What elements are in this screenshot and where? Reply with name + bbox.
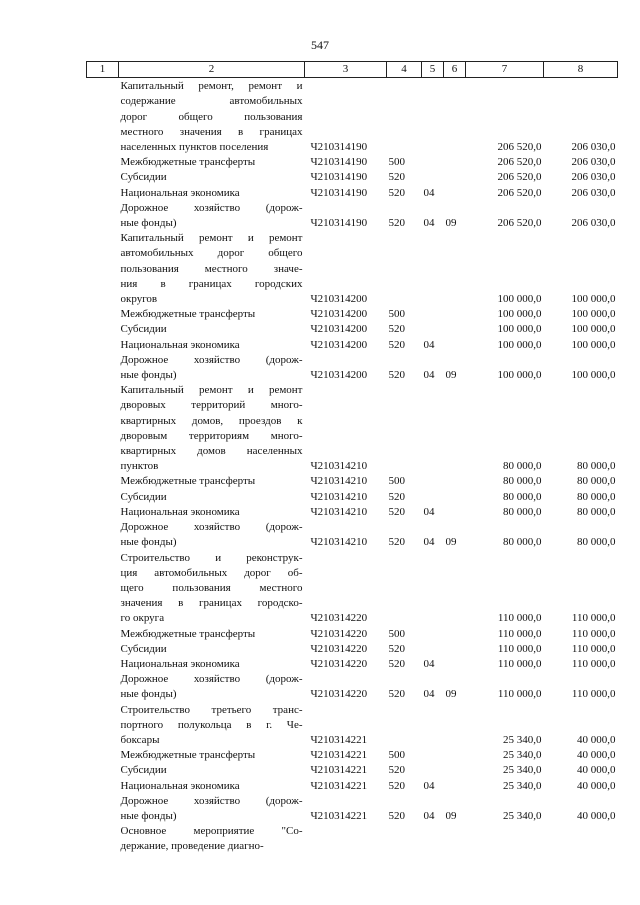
amount-year-1: 80 000,0: [503, 475, 542, 488]
expense-type-code: 520: [388, 764, 405, 777]
amount-year-2: 206 030,0: [571, 141, 616, 154]
expense-name: [119, 155, 305, 170]
amount-year-1: 206 520,0: [497, 217, 542, 230]
target-article-code: Ч210314200: [310, 338, 368, 351]
subsection-code: [444, 231, 466, 307]
row-number-cell: [87, 231, 119, 307]
amount-year-1: 25 340,0: [503, 749, 542, 762]
target-article-code: Ч210314220: [310, 657, 368, 670]
expense-name-line: ция автомобильных дорог об-: [120, 566, 303, 579]
expense-name-line: ные фонды): [120, 536, 177, 549]
amount-year-2: 110 000,0: [571, 688, 616, 701]
table-row: [87, 703, 618, 749]
expense-name-line: Субсидии: [120, 323, 167, 336]
row-number-cell: [87, 338, 119, 353]
column-header: 8: [544, 62, 618, 78]
amount-year-1: 110 000,0: [497, 642, 542, 655]
expense-type-code: 520: [388, 536, 405, 549]
table-row: [87, 338, 618, 353]
amount-year-1: 100 000,0: [497, 369, 542, 382]
amount-year-1: 25 340,0: [503, 779, 542, 792]
expense-name-line: Межбюджетные трансферты: [120, 475, 256, 488]
amount-year-2: 100 000,0: [571, 338, 616, 351]
target-article-code: Ч210314221: [310, 764, 368, 777]
amount-year-2: 206 030,0: [571, 186, 616, 199]
subsection-code: [444, 170, 466, 185]
amount-year-2: 40 000,0: [577, 764, 616, 777]
amount-year-1: 80 000,0: [503, 460, 542, 473]
subsection-code: [444, 322, 466, 337]
amount-year-2: 110 000,0: [571, 657, 616, 670]
amount-year-2: [544, 824, 618, 854]
amount-year-2: 80 000,0: [577, 505, 616, 518]
expense-type-code: [387, 231, 422, 307]
section-code: [422, 170, 444, 185]
expense-type-code: 520: [388, 369, 405, 382]
subsection-code: [444, 383, 466, 474]
amount-year-1: 100 000,0: [497, 338, 542, 351]
expense-type-code: 500: [388, 308, 405, 321]
expense-type-code: 520: [388, 490, 405, 503]
table-row: [87, 474, 618, 489]
amount-year-1: 110 000,0: [497, 612, 542, 625]
amount-year-2: 40 000,0: [577, 733, 616, 746]
amount-year-2: 80 000,0: [577, 460, 616, 473]
table-row: [87, 551, 618, 627]
amount-year-2: 80 000,0: [577, 475, 616, 488]
table-row: [87, 307, 618, 322]
expense-type-code: 500: [388, 475, 405, 488]
subsection-code: 09: [445, 809, 457, 822]
expense-type-code: 520: [388, 657, 405, 670]
expense-name-line: Дорожное хозяйство (дорож-: [120, 521, 303, 534]
row-number-cell: [87, 490, 119, 505]
amount-year-2: 100 000,0: [571, 323, 616, 336]
subsection-code: [444, 779, 466, 794]
expense-name: [119, 474, 305, 489]
amount-year-1: 80 000,0: [503, 505, 542, 518]
subsection-code: 09: [445, 536, 457, 549]
amount-year-2: 110 000,0: [571, 627, 616, 640]
expense-name-line: квартирных домов, проездов к: [120, 414, 303, 427]
expense-name: [119, 551, 305, 627]
row-number-cell: [87, 383, 119, 474]
target-article-code: Ч210314220: [310, 612, 368, 625]
row-number-cell: [87, 748, 119, 763]
expense-name-line: Дорожное хозяйство (дорож-: [120, 201, 303, 214]
table-row: [87, 748, 618, 763]
section-code: [422, 383, 444, 474]
target-article-code: Ч210314220: [310, 688, 368, 701]
amount-year-2: 100 000,0: [571, 293, 616, 306]
expense-type-code: [387, 824, 422, 854]
expense-name-line: портного полукольца в г. Че-: [120, 718, 303, 731]
target-article-code: Ч210314200: [310, 323, 368, 336]
expense-type-code: [387, 703, 422, 749]
target-article-code: Ч210314221: [310, 733, 368, 746]
table-row: [87, 322, 618, 337]
row-number-cell: [87, 824, 119, 854]
row-number-cell: [87, 78, 119, 156]
expense-name-line: Основное мероприятие "Со-: [120, 825, 303, 838]
expense-type-code: 520: [388, 338, 405, 351]
expense-name-line: ные фонды): [120, 688, 177, 701]
subsection-code: [444, 186, 466, 201]
expense-type-code: 520: [388, 809, 405, 822]
row-number-cell: [87, 703, 119, 749]
expense-type-code: [387, 78, 422, 156]
expense-name: [119, 383, 305, 474]
section-code: [422, 703, 444, 749]
expense-name: [119, 490, 305, 505]
amount-year-1: 25 340,0: [503, 764, 542, 777]
section-code: 04: [423, 217, 435, 230]
section-code: 04: [423, 657, 435, 670]
amount-year-1: 100 000,0: [497, 308, 542, 321]
expense-name: [119, 763, 305, 778]
expense-name: [119, 322, 305, 337]
expense-name-line: ные фонды): [120, 217, 177, 230]
subsection-code: [444, 703, 466, 749]
expense-name: [119, 186, 305, 201]
row-number-cell: [87, 520, 119, 550]
section-code: 04: [423, 779, 435, 792]
row-number-cell: [87, 155, 119, 170]
amount-year-1: 100 000,0: [497, 323, 542, 336]
amount-year-2: 40 000,0: [577, 779, 616, 792]
budget-table: [86, 61, 618, 855]
expense-name-line: Субсидии: [120, 764, 167, 777]
table-row: [87, 353, 618, 383]
amount-year-2: 40 000,0: [577, 809, 616, 822]
amount-year-2: 206 030,0: [571, 156, 616, 169]
expense-type-code: 500: [388, 156, 405, 169]
subsection-code: [444, 824, 466, 854]
row-number-cell: [87, 186, 119, 201]
section-code: [422, 627, 444, 642]
row-number-cell: [87, 474, 119, 489]
subsection-code: [444, 627, 466, 642]
expense-name-line: дворовым территориям много-: [120, 429, 303, 442]
section-code: [422, 307, 444, 322]
expense-name-line: Межбюджетные трансферты: [120, 749, 256, 762]
expense-name: [119, 231, 305, 307]
section-code: 04: [423, 505, 435, 518]
amount-year-2: 206 030,0: [571, 217, 616, 230]
table-row: [87, 505, 618, 520]
subsection-code: [444, 307, 466, 322]
section-code: [422, 474, 444, 489]
expense-type-code: 520: [388, 779, 405, 792]
target-article-code: Ч210314221: [310, 809, 368, 822]
expense-type-code: [387, 551, 422, 627]
table-row: [87, 824, 618, 854]
expense-name: [119, 703, 305, 749]
target-article-code: Ч210314200: [310, 308, 368, 321]
row-number-cell: [87, 353, 119, 383]
subsection-code: [444, 474, 466, 489]
expense-name: [119, 170, 305, 185]
expense-type-code: 520: [388, 171, 405, 184]
expense-type-code: 500: [388, 749, 405, 762]
target-article-code: Ч210314221: [310, 779, 368, 792]
table-row: [87, 520, 618, 550]
expense-name-line: дорог общего пользования: [120, 110, 303, 123]
subsection-code: 09: [445, 369, 457, 382]
expense-name: [119, 779, 305, 794]
row-number-cell: [87, 170, 119, 185]
expense-name-line: значения в границах городско-: [120, 597, 303, 610]
section-code: 04: [423, 338, 435, 351]
section-code: [422, 231, 444, 307]
section-code: [422, 490, 444, 505]
subsection-code: [444, 657, 466, 672]
expense-name-line: Межбюджетные трансферты: [120, 156, 256, 169]
target-article-code: Ч210314220: [310, 627, 368, 640]
target-article-code: Ч210314221: [310, 749, 368, 762]
table-row: [87, 642, 618, 657]
row-number-cell: [87, 505, 119, 520]
expense-name-line: Национальная экономика: [120, 657, 240, 670]
target-article-code: Ч210314190: [310, 217, 368, 230]
subsection-code: [444, 505, 466, 520]
expense-name: [119, 794, 305, 824]
expense-name-line: Дорожное хозяйство (дорож-: [120, 353, 303, 366]
table-row: [87, 657, 618, 672]
target-article-code: Ч210314210: [310, 460, 368, 473]
amount-year-2: 206 030,0: [571, 171, 616, 184]
amount-year-1: 80 000,0: [503, 490, 542, 503]
expense-name: [119, 657, 305, 672]
expense-type-code: [387, 383, 422, 474]
expense-name-line: Субсидии: [120, 490, 167, 503]
row-number-cell: [87, 627, 119, 642]
expense-name: [119, 672, 305, 702]
expense-name-line: Капитальный ремонт, ремонт и: [120, 80, 303, 93]
amount-year-2: 100 000,0: [571, 369, 616, 382]
table-row: [87, 170, 618, 185]
expense-name: [119, 505, 305, 520]
expense-type-code: 520: [388, 688, 405, 701]
section-code: [422, 78, 444, 156]
amount-year-2: 110 000,0: [571, 642, 616, 655]
table-row: [87, 672, 618, 702]
subsection-code: [444, 748, 466, 763]
section-code: [422, 155, 444, 170]
amount-year-1: 206 520,0: [497, 141, 542, 154]
expense-name-line: го округа: [120, 612, 165, 625]
expense-name-line: держание, проведение диагно-: [120, 840, 264, 853]
section-code: 04: [423, 186, 435, 199]
expense-name-line: Субсидии: [120, 642, 167, 655]
target-article-code: Ч210314200: [310, 369, 368, 382]
subsection-code: [444, 642, 466, 657]
expense-name-line: ные фонды): [120, 369, 177, 382]
amount-year-1: 25 340,0: [503, 733, 542, 746]
amount-year-1: 206 520,0: [497, 171, 542, 184]
amount-year-1: 80 000,0: [503, 536, 542, 549]
target-article-code: Ч210314190: [310, 186, 368, 199]
expense-name-line: населенных пунктов поселения: [120, 141, 269, 154]
row-number-cell: [87, 322, 119, 337]
expense-name-line: Национальная экономика: [120, 779, 240, 792]
amount-year-1: 100 000,0: [497, 293, 542, 306]
column-header: 4: [387, 62, 422, 78]
subsection-code: [444, 763, 466, 778]
expense-name-line: Капитальный ремонт и ремонт: [120, 232, 303, 245]
expense-name-line: Субсидии: [120, 171, 167, 184]
subsection-code: 09: [445, 217, 457, 230]
amount-year-1: 110 000,0: [497, 657, 542, 670]
expense-name-line: квартирных домов населенных: [120, 445, 303, 458]
section-code: 04: [423, 688, 435, 701]
expense-name-line: Капитальный ремонт и ремонт: [120, 384, 303, 397]
table-body: [87, 78, 618, 855]
expense-name-line: пунктов: [120, 460, 159, 473]
expense-name: [119, 748, 305, 763]
expense-name-line: Национальная экономика: [120, 338, 240, 351]
amount-year-2: 110 000,0: [571, 612, 616, 625]
expense-name-line: Строительство третьего транс-: [120, 703, 303, 716]
table-row: [87, 186, 618, 201]
subsection-code: [444, 155, 466, 170]
target-article-code: Ч210314190: [310, 141, 368, 154]
expense-name-line: ния в границах городских: [120, 277, 303, 290]
row-number-cell: [87, 307, 119, 322]
target-article-code: Ч210314190: [310, 156, 368, 169]
amount-year-2: 80 000,0: [577, 536, 616, 549]
expense-name: [119, 353, 305, 383]
expense-type-code: 520: [388, 323, 405, 336]
page-number: 547: [311, 38, 329, 52]
section-code: [422, 748, 444, 763]
column-header: 6: [444, 62, 466, 78]
table-row: [87, 383, 618, 474]
column-header: 5: [422, 62, 444, 78]
expense-name-line: щего пользования местного: [120, 581, 303, 594]
subsection-code: [444, 338, 466, 353]
column-header: 1: [87, 62, 119, 78]
subsection-code: [444, 490, 466, 505]
column-number-row: [87, 62, 618, 78]
expense-name: [119, 824, 305, 854]
expense-name-line: ные фонды): [120, 809, 177, 822]
table-row: [87, 779, 618, 794]
column-header: 3: [305, 62, 387, 78]
amount-year-1: 110 000,0: [497, 688, 542, 701]
section-code: [422, 763, 444, 778]
table-row: [87, 201, 618, 231]
column-header: 2: [119, 62, 305, 78]
section-code: [422, 824, 444, 854]
expense-name-line: Межбюджетные трансферты: [120, 627, 256, 640]
section-code: [422, 642, 444, 657]
section-code: [422, 551, 444, 627]
target-article-code: Ч210314210: [310, 536, 368, 549]
amount-year-1: 25 340,0: [503, 809, 542, 822]
expense-type-code: 520: [388, 217, 405, 230]
section-code: 04: [423, 369, 435, 382]
expense-name: [119, 201, 305, 231]
amount-year-2: 40 000,0: [577, 749, 616, 762]
expense-type-code: 500: [388, 627, 405, 640]
row-number-cell: [87, 763, 119, 778]
expense-name-line: округов: [120, 293, 158, 306]
table-row: [87, 763, 618, 778]
section-code: 04: [423, 809, 435, 822]
expense-type-code: 520: [388, 186, 405, 199]
expense-type-code: 520: [388, 642, 405, 655]
amount-year-1: 206 520,0: [497, 156, 542, 169]
table-row: [87, 155, 618, 170]
subsection-code: [444, 78, 466, 156]
expense-name-line: местного значения в границах: [120, 125, 303, 138]
amount-year-2: 100 000,0: [571, 308, 616, 321]
expense-name: [119, 338, 305, 353]
expense-name-line: Строительство и реконструк-: [120, 551, 303, 564]
expense-name-line: автомобильных дорог общего: [120, 247, 303, 260]
amount-year-1: 110 000,0: [497, 627, 542, 640]
target-article-code: Ч210314210: [310, 490, 368, 503]
expense-name-line: боксары: [120, 733, 160, 746]
row-number-cell: [87, 779, 119, 794]
table-row: [87, 794, 618, 824]
section-code: [422, 322, 444, 337]
target-article-code: Ч210314220: [310, 642, 368, 655]
expense-name-line: пользования местного значе-: [120, 262, 303, 275]
expense-name-line: содержание автомобильных: [120, 95, 303, 108]
expense-name-line: Дорожное хозяйство (дорож-: [120, 794, 303, 807]
row-number-cell: [87, 551, 119, 627]
target-article-code: Ч210314210: [310, 505, 368, 518]
expense-name-line: Национальная экономика: [120, 505, 240, 518]
target-article-code: [305, 824, 387, 854]
target-article-code: Ч210314210: [310, 475, 368, 488]
table-row: [87, 627, 618, 642]
expense-name: [119, 627, 305, 642]
row-number-cell: [87, 201, 119, 231]
row-number-cell: [87, 642, 119, 657]
expense-name-line: Дорожное хозяйство (дорож-: [120, 673, 303, 686]
expense-type-code: 520: [388, 505, 405, 518]
subsection-code: 09: [445, 688, 457, 701]
expense-name: [119, 520, 305, 550]
amount-year-1: 206 520,0: [497, 186, 542, 199]
expense-name-line: Межбюджетные трансферты: [120, 308, 256, 321]
expense-name: [119, 642, 305, 657]
row-number-cell: [87, 794, 119, 824]
expense-name-line: дворовых территорий много-: [120, 399, 303, 412]
row-number-cell: [87, 672, 119, 702]
table-row: [87, 231, 618, 307]
column-header: 7: [466, 62, 544, 78]
expense-name: [119, 78, 305, 156]
subsection-code: [444, 551, 466, 627]
section-code: 04: [423, 536, 435, 549]
table-row: [87, 78, 618, 156]
expense-name: [119, 307, 305, 322]
target-article-code: Ч210314190: [310, 171, 368, 184]
table-row: [87, 490, 618, 505]
expense-name-line: Национальная экономика: [120, 186, 240, 199]
amount-year-1: [466, 824, 544, 854]
amount-year-2: 80 000,0: [577, 490, 616, 503]
row-number-cell: [87, 657, 119, 672]
target-article-code: Ч210314200: [310, 293, 368, 306]
